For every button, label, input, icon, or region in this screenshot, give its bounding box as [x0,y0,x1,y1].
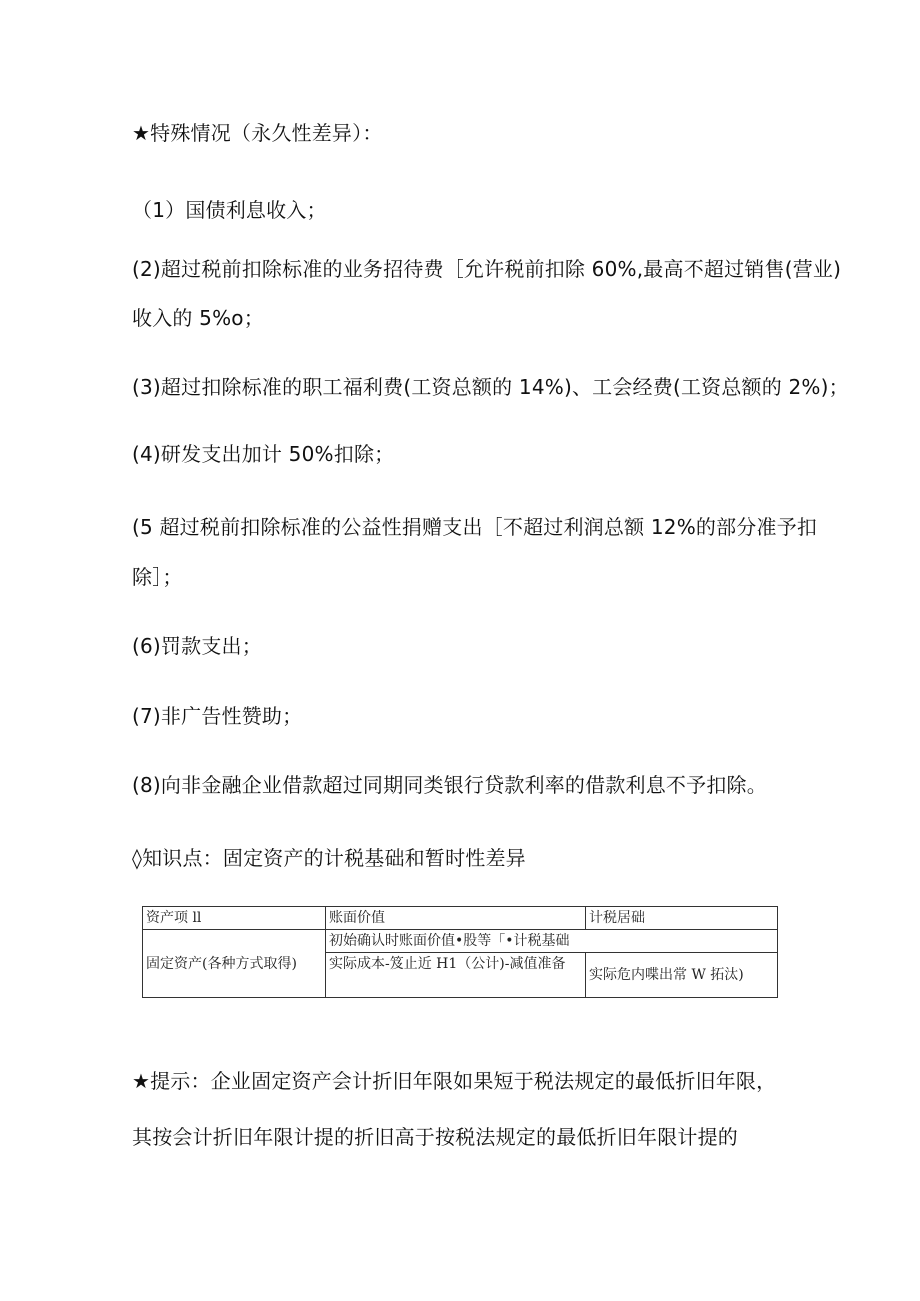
fixed-asset-table [142,906,778,998]
item-1: （1）国债利息收入； [132,198,327,222]
tip-line-2: 其按会计折旧年限计提的折旧高于按税法规定的最低折旧年限计提的 [132,1125,738,1149]
item-8: (8)向非金融企业借款超过同期同类银行贷款利率的借款利息不予扣除。 [132,773,767,797]
tax-base-cell: 实际危内喋出常 W 拓汰) [586,953,778,998]
item-7: (7)非广告性赞助； [132,704,303,728]
table-header-row [143,907,778,930]
special-cases-heading: ★特殊情况（永久性差异）： [132,121,383,145]
item-4: (4)研发支出加计 50%扣除； [132,442,395,466]
item-3: (3)超过扣除标准的职工福利费(工资总额的 14%)、工会经费(工资总额的 2%)； [132,375,849,399]
item-6: (6)罚款支出； [132,634,262,658]
item-2-line-2: 收入的 5%o； [132,306,264,330]
table-row [143,930,778,953]
knowledge-point-heading: ◊知识点：固定资产的计税基础和暂时性差异 [132,846,526,870]
item-5-line-2: 除］； [132,565,183,589]
initial-recognition-cell: 初始确认时账面价值•股等「•计税基础 [326,930,778,953]
item-2-line-1: (2)超过税前扣除标准的业务招待费［允许税前扣除 60%,最高不超过销售(营业) [132,257,842,281]
item-5-line-1: (5 超过税前扣除标准的公益性捐赠支出［不超过利润总额 12%的部分准予扣 [132,515,818,539]
tip-line-1: ★提示：企业固定资产会计折旧年限如果短于税法规定的最低折旧年限， [132,1069,777,1093]
header-book-value: 账面价值 [326,907,586,930]
book-value-cell: 实际成本-笈止近 H1（公计)-减值准备 [326,953,586,998]
header-tax-base: 计税居础 [586,907,778,930]
header-asset-item: 资产项 ll [143,907,326,930]
row-label-fixed-asset: 固定资产(各种方式取得) [143,930,326,998]
